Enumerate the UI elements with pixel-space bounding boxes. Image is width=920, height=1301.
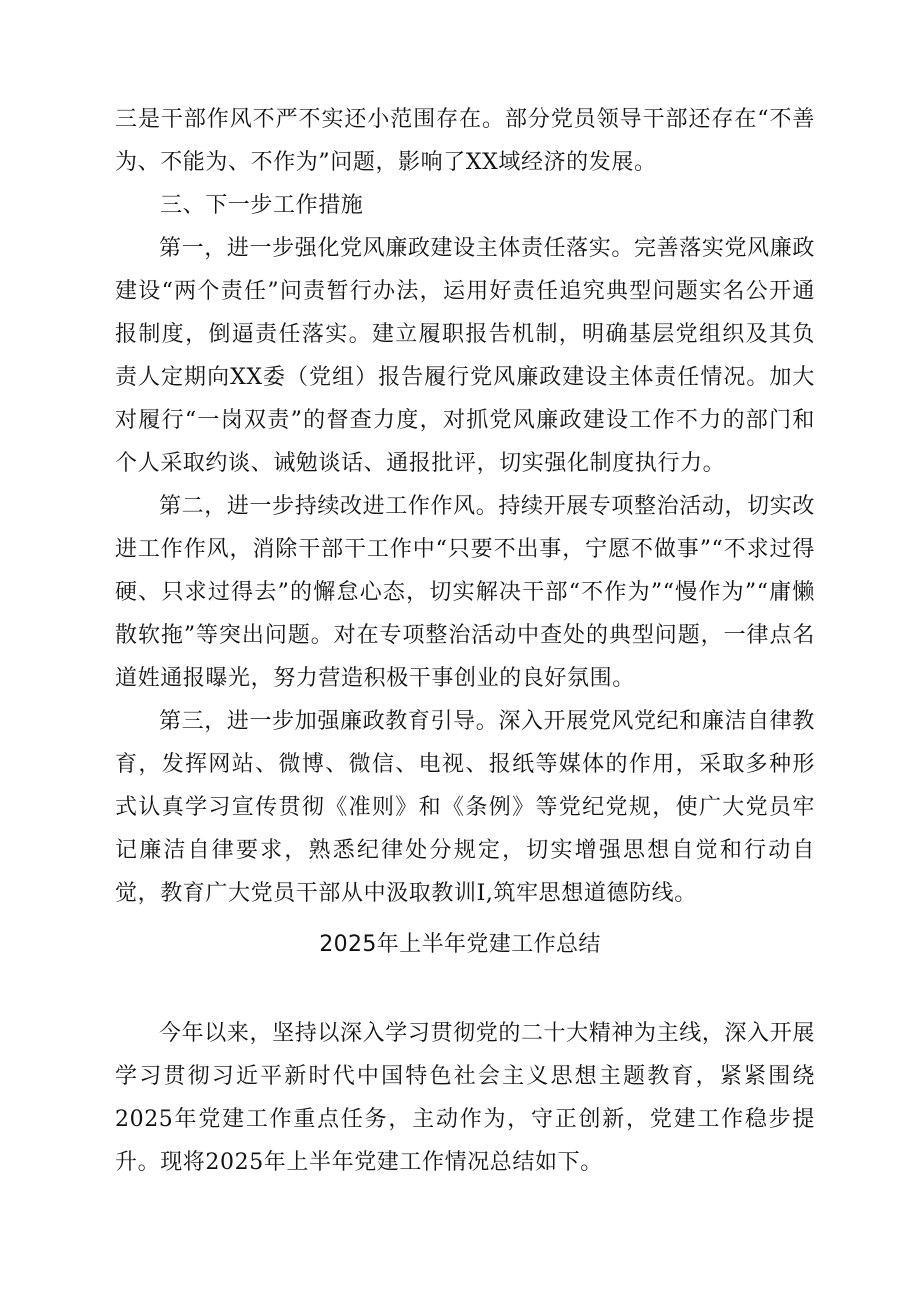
- measure-paragraph-2: 第二，进一步持续改进工作作风。持续开展专项整治活动，切实改进工作作风，消除干部干工作中“只要不出事，宁愿不做事”“不求过得硬、只求过得去”的懈怠心态，切实解决干部“不作为”“慢作为”“庸懒散软拖”等突出问题。对在专项整治活动中查处的典型问题，一律点名道姓通报曝光，努力营造积极干事创业的良好氛围。: [115, 494, 815, 691]
- section-heading: 三、下一步工作措施: [160, 193, 364, 218]
- measure-paragraph-1: 第一，进一步强化党风廉政建设主体责任落实。完善落实党风廉政建设“两个责任”问责暂行办法，运用好责任追究典型问题实名公开通报制度，倒逼责任落实。建立履职报告机制，明确基层党组织及其负责人定期向XX委（党组）报告履行党风廉政建设主体责任情况。加大对履行“一岗双责”的督查力度，对抓党风廉政建设工作不力的部门和个人采取约谈、诫勉谈话、通报批评，切实强化制度执行力。: [115, 236, 815, 476]
- continuation-paragraph: 三是干部作风不严不实还小范围存在。部分党员领导干部还存在“不善为、不能为、不作为”问题，影响了XX域经济的发展。: [115, 107, 815, 175]
- document-title: 2025年上半年党建工作总结: [319, 932, 601, 957]
- measure-paragraph-3: 第三，进一步加强廉政教育引导。深入开展党风党纪和廉洁自律教育，发挥网站、微博、微信、电视、报纸等媒体的作用，采取多种形式认真学习宣传贯彻《准则》和《条例》等党纪党规，使广大党员牢记廉洁自律要求，熟悉纪律处分规定，切实增强思想自觉和行动自觉，教育广大党员干部从中汲取教训I,筑牢思想道德防线。: [115, 709, 815, 906]
- intro-paragraph: 今年以来，坚持以深入学习贯彻党的二十大精神为主线，深入开展学习贯彻习近平新时代中国特色社会主义思想主题教育，紧紧围绕2025年党建工作重点任务，主动作为，守正创新，党建工作稳步提升。现将2025年上半年党建工作情况总结如下。: [115, 1021, 815, 1175]
